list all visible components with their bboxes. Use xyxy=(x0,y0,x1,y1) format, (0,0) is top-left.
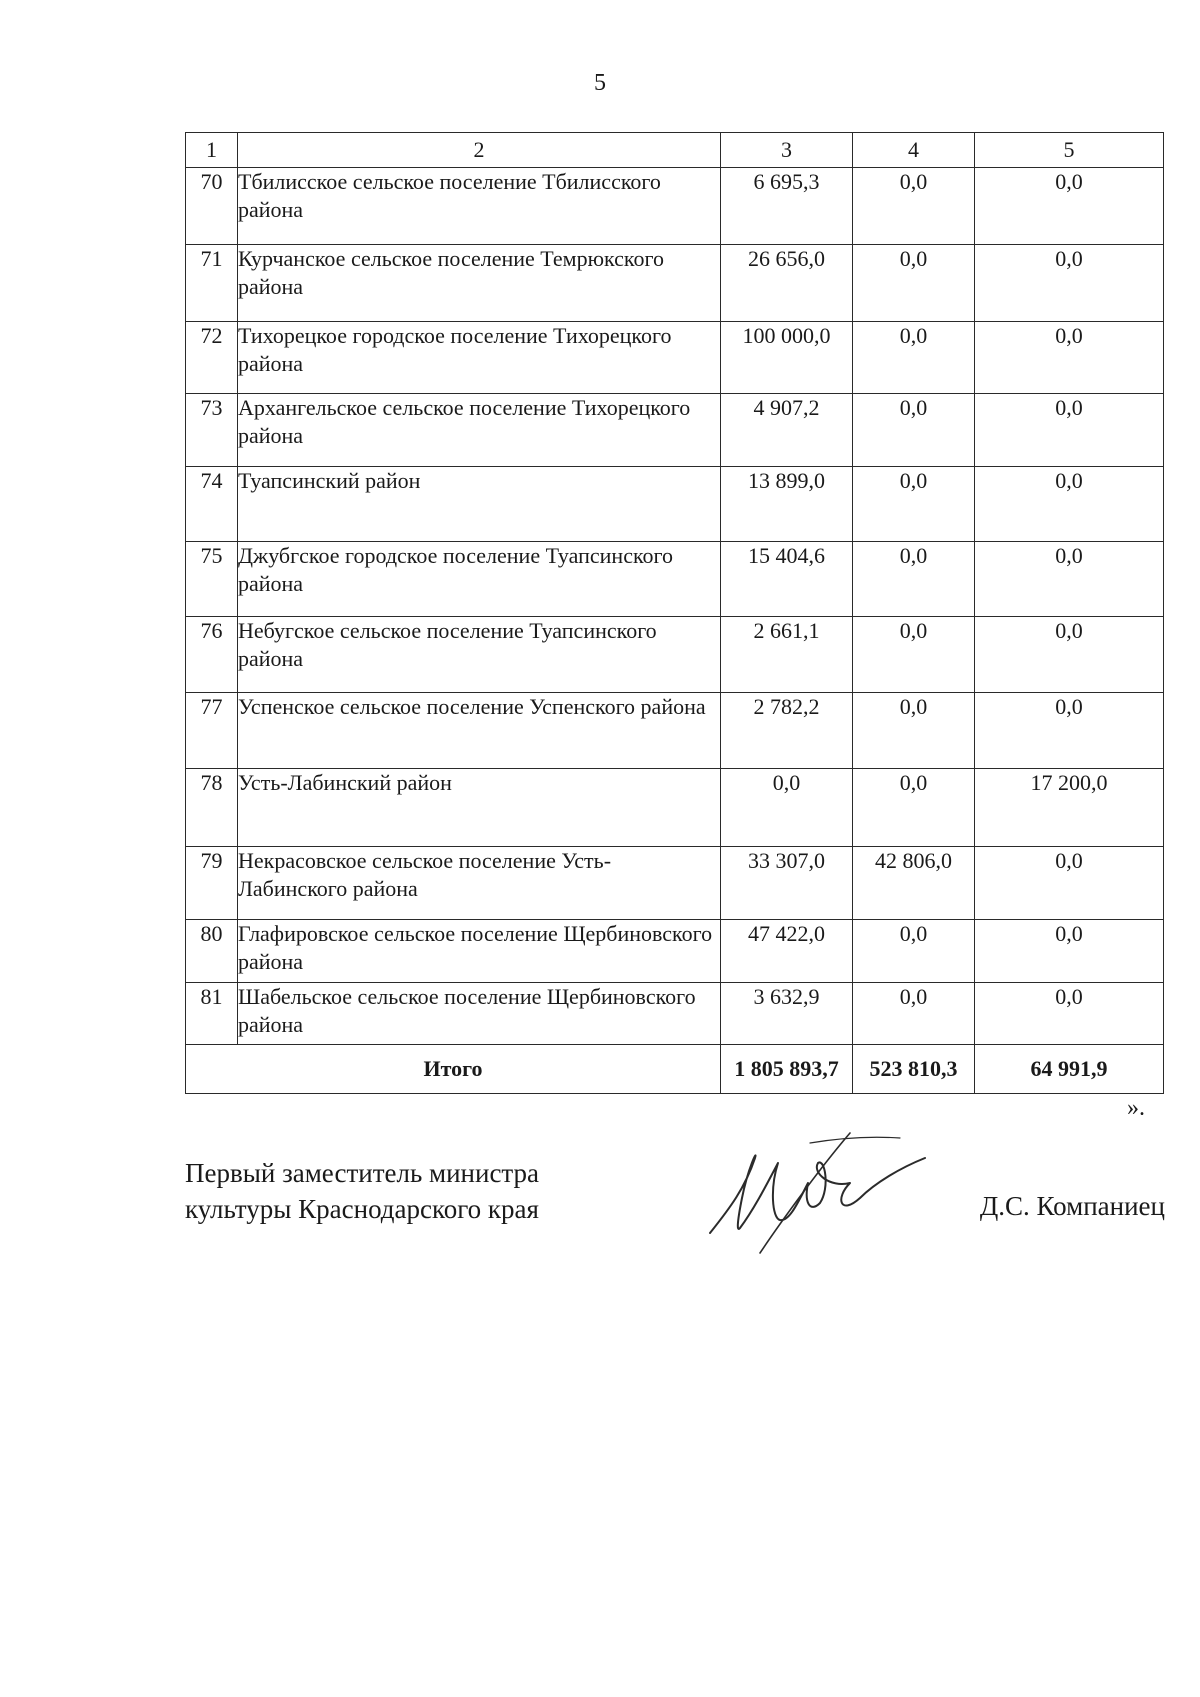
municipality-name: Небугское сельское поселение Туапсинского района xyxy=(238,617,721,693)
row-number: 76 xyxy=(186,617,238,693)
municipality-name: Джубгское городское поселение Туапсинского района xyxy=(238,542,721,617)
handwritten-signature xyxy=(700,1128,930,1258)
value-col-4: 0,0 xyxy=(853,322,975,394)
row-number: 72 xyxy=(186,322,238,394)
closing-quote-mark: ». xyxy=(1127,1095,1145,1121)
value-col-4: 0,0 xyxy=(853,168,975,245)
signer-title-line-1: Первый заместитель министра xyxy=(185,1158,540,1188)
value-col-4: 0,0 xyxy=(853,920,975,983)
municipality-name: Некрасовское сельское поселение Усть-Лабинского района xyxy=(238,847,721,920)
value-col-3: 2 661,1 xyxy=(721,617,853,693)
value-col-3: 47 422,0 xyxy=(721,920,853,983)
value-col-3: 100 000,0 xyxy=(721,322,853,394)
value-col-5: 17 200,0 xyxy=(975,769,1164,847)
row-number: 70 xyxy=(186,168,238,245)
table-row xyxy=(186,168,1164,245)
municipality-name: Курчанское сельское поселение Темрюкского района xyxy=(238,245,721,322)
table-row xyxy=(186,920,1164,983)
value-col-4: 0,0 xyxy=(853,245,975,322)
header-col-5: 5 xyxy=(975,133,1164,168)
value-col-5: 0,0 xyxy=(975,467,1164,542)
signer-name: Д.С. Компаниец xyxy=(979,1191,1165,1221)
value-col-5: 0,0 xyxy=(975,394,1164,467)
municipality-name: Глафировское сельское поселение Щербиновского района xyxy=(238,920,721,983)
value-col-4: 0,0 xyxy=(853,617,975,693)
row-number: 79 xyxy=(186,847,238,920)
row-number: 78 xyxy=(186,769,238,847)
table-row xyxy=(186,542,1164,617)
table-row xyxy=(186,693,1164,769)
row-number: 77 xyxy=(186,693,238,769)
value-col-3: 6 695,3 xyxy=(721,168,853,245)
value-col-3: 15 404,6 xyxy=(721,542,853,617)
table-row xyxy=(186,769,1164,847)
page-number: 5 xyxy=(594,70,606,96)
value-col-3: 26 656,0 xyxy=(721,245,853,322)
table-row xyxy=(186,847,1164,920)
table-row xyxy=(186,617,1164,693)
value-col-4: 0,0 xyxy=(853,542,975,617)
row-number: 75 xyxy=(186,542,238,617)
value-col-3: 4 907,2 xyxy=(721,394,853,467)
total-col-5: 64 991,9 xyxy=(975,1045,1164,1094)
table-header-row xyxy=(186,133,1164,168)
municipality-name: Усть-Лабинский район xyxy=(238,769,721,847)
header-col-2: 2 xyxy=(238,133,721,168)
municipality-name: Туапсинский район xyxy=(238,467,721,542)
value-col-4: 0,0 xyxy=(853,769,975,847)
value-col-5: 0,0 xyxy=(975,920,1164,983)
header-col-4: 4 xyxy=(853,133,975,168)
funding-table xyxy=(185,132,1164,1094)
value-col-3: 2 782,2 xyxy=(721,693,853,769)
value-col-3: 0,0 xyxy=(721,769,853,847)
table-row xyxy=(186,394,1164,467)
total-row xyxy=(186,1045,1164,1094)
header-col-1: 1 xyxy=(186,133,238,168)
row-number: 73 xyxy=(186,394,238,467)
value-col-5: 0,0 xyxy=(975,168,1164,245)
municipality-name: Шабельское сельское поселение Щербиновского района xyxy=(238,983,721,1045)
value-col-4: 0,0 xyxy=(853,467,975,542)
row-number: 71 xyxy=(186,245,238,322)
row-number: 80 xyxy=(186,920,238,983)
municipality-name: Архангельское сельское поселение Тихорецкого района xyxy=(238,394,721,467)
signer-title xyxy=(185,1155,539,1227)
value-col-5: 0,0 xyxy=(975,693,1164,769)
total-col-3: 1 805 893,7 xyxy=(721,1045,853,1094)
value-col-4: 0,0 xyxy=(853,983,975,1045)
municipality-name: Успенское сельское поселение Успенского района xyxy=(238,693,721,769)
row-number: 81 xyxy=(186,983,238,1045)
total-label: Итого xyxy=(186,1045,721,1094)
table-row xyxy=(186,245,1164,322)
value-col-4: 0,0 xyxy=(853,693,975,769)
value-col-4: 0,0 xyxy=(853,394,975,467)
value-col-5: 0,0 xyxy=(975,245,1164,322)
municipality-name: Тбилисское сельское поселение Тбилисского района xyxy=(238,168,721,245)
value-col-5: 0,0 xyxy=(975,322,1164,394)
value-col-3: 33 307,0 xyxy=(721,847,853,920)
table-row xyxy=(186,467,1164,542)
total-col-4: 523 810,3 xyxy=(853,1045,975,1094)
value-col-5: 0,0 xyxy=(975,983,1164,1045)
value-col-5: 0,0 xyxy=(975,617,1164,693)
signer-title-line-2: культуры Краснодарского края xyxy=(185,1194,539,1224)
value-col-3: 3 632,9 xyxy=(721,983,853,1045)
value-col-3: 13 899,0 xyxy=(721,467,853,542)
row-number: 74 xyxy=(186,467,238,542)
table-row xyxy=(186,322,1164,394)
table-row xyxy=(186,983,1164,1045)
header-col-3: 3 xyxy=(721,133,853,168)
municipality-name: Тихорецкое городское поселение Тихорецкого района xyxy=(238,322,721,394)
value-col-4: 42 806,0 xyxy=(853,847,975,920)
value-col-5: 0,0 xyxy=(975,542,1164,617)
value-col-5: 0,0 xyxy=(975,847,1164,920)
